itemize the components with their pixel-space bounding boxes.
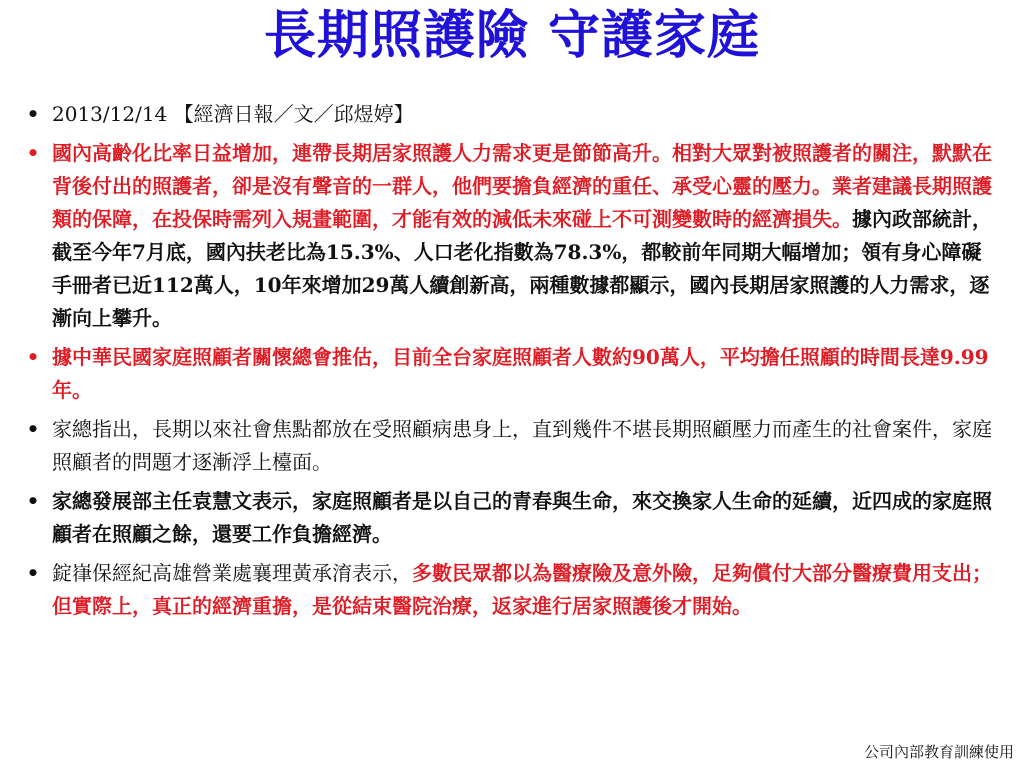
bullet-icon: • — [26, 489, 40, 513]
bullet-icon: • — [26, 141, 40, 165]
bullet-item-date-source — [18, 98, 992, 131]
bullet-item-director-quote — [18, 485, 992, 551]
bullet-item-caregivers-estimate — [18, 341, 992, 407]
family-association-text: 家總指出，長期以來社會焦點都放在受照顧病患身上，直到幾件不堪長期照顧壓力而產生的社會案件，家庭照顧者的問題才逐漸浮上檯面。 — [52, 417, 992, 474]
bullet-icon: • — [26, 561, 40, 585]
slide-title: 長期照護險 守護家庭 — [263, 6, 761, 66]
aging-red-text: 國內高齡化比率日益增加，連帶長期居家照護人力需求更是節節高升。相對大眾對被照護者的關注，默默在背後付出的照護者，卻是沒有聲音的一群人，他們要擔負經濟的重任、承受心靈的壓力。業者建議長期照護類的保障，在投保時需列入規畫範圍，才能有效的減低未來碰上不可測變數時的經濟損失。 — [52, 141, 992, 231]
bullet-item-aging — [18, 137, 992, 335]
broker-quote-normal-text: 錠嵂保經紀高雄營業處襄理黃承淯表示， — [52, 561, 412, 585]
footer-note: 公司內部教育訓練使用 — [863, 743, 1014, 761]
bullet-icon: • — [26, 345, 40, 369]
director-quote-text: 家總發展部主任袁慧文表示，家庭照顧者是以自己的青春與生命，來交換家人生命的延續，近四成的家庭照顧者在照顧之餘，還要工作負擔經濟。 — [52, 489, 992, 546]
caregivers-estimate-text: 據中華民國家庭照顧者關懷總會推估，目前全台家庭照顧者人數約90萬人，平均擔任照顧的時間長達9.99年。 — [52, 345, 989, 402]
broker-quote-red-text: 多數民眾都以為醫療險及意外險，足夠償付大部分醫療費用支出；但實際上，真正的經濟重擔，是從結束醫院治療，返家進行居家照護後才開始。 — [52, 561, 992, 618]
bullet-item-family-association — [18, 413, 992, 479]
bullet-item-broker-quote — [18, 557, 992, 623]
bullet-list — [18, 98, 992, 629]
bullet-icon: • — [26, 102, 40, 126]
aging-black-text: 據內政部統計，截至今年7月底，國內扶老比為15.3%、人口老化指數為78.3%，都較前年同期大幅增加；領有身心障礙手冊者已近112萬人，10年來增加29萬人續創新高，兩種數據都顯示，國內長期居家照護的人力需求，逐漸向上攀升。 — [52, 207, 992, 330]
date-source-text: 2013/12/14 【經濟日報／文／邱煜婷】 — [52, 102, 414, 126]
bullet-icon: • — [26, 417, 40, 441]
